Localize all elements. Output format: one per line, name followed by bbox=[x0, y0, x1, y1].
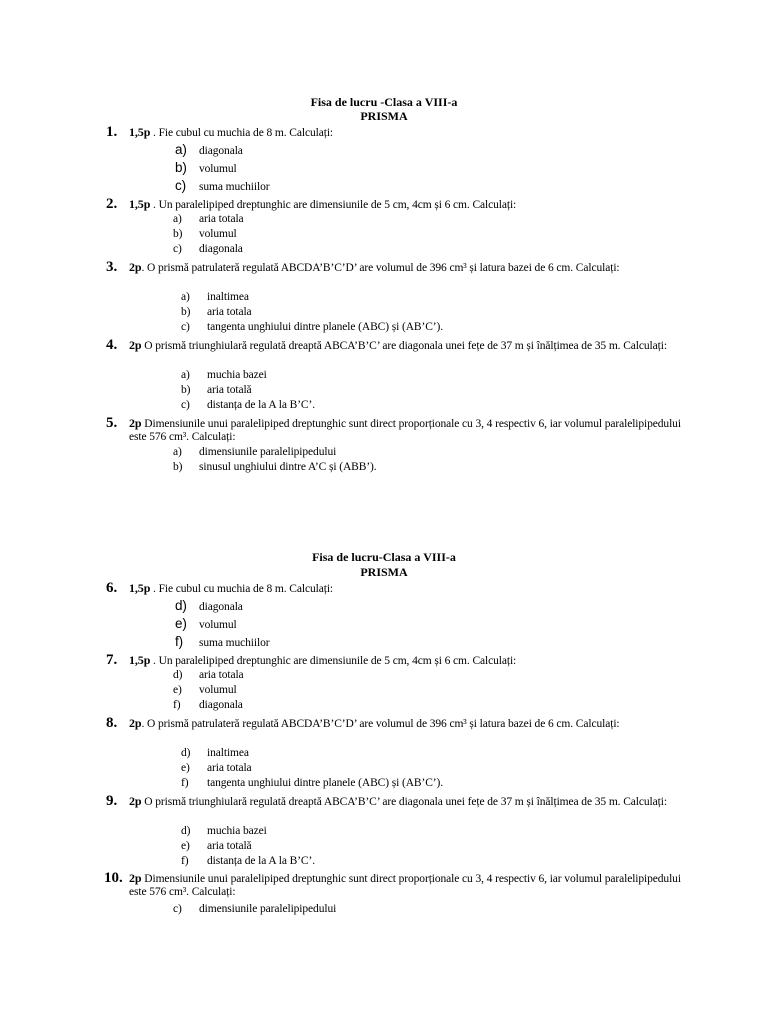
option-text: aria totală bbox=[207, 384, 252, 396]
problem-number: 1. bbox=[106, 124, 118, 140]
problem-text: Un paralelipiped dreptunghic are dimensiunile de 5 cm, 4cm și 6 cm. Calculați: bbox=[158, 199, 517, 211]
option-text: volumul bbox=[199, 619, 237, 631]
option-text: tangenta unghiului dintre planele (ABC) și (AB’C’). bbox=[207, 321, 444, 333]
sheet-subtitle: PRISMA bbox=[360, 565, 408, 579]
problem-points: 1,5p bbox=[129, 125, 151, 139]
problem-text: Un paralelipiped dreptunghic are dimensiunile de 5 cm, 4cm și 6 cm. Calculați: bbox=[158, 655, 517, 667]
option-label: f) bbox=[181, 777, 189, 789]
option-text: muchia bazei bbox=[207, 369, 267, 381]
option-item bbox=[181, 825, 267, 838]
problem-number: 5. bbox=[106, 415, 118, 431]
problem-number: 3. bbox=[106, 259, 118, 275]
option-item bbox=[173, 228, 237, 241]
option-item bbox=[173, 699, 243, 712]
option-text: volumul bbox=[199, 163, 237, 175]
sheet-title: Fisa de lucru-Clasa a VIII-a bbox=[312, 550, 456, 564]
option-item bbox=[173, 684, 237, 697]
problem-text: O prismă triunghiulară regulată dreaptă ABCA’B’C’ are diagonala unei fețe de 37 m și înălțimea de 35 m. Calculați: bbox=[144, 340, 667, 352]
option-label: a) bbox=[173, 446, 182, 458]
problem-text: O prismă triunghiulară regulată dreaptă ABCA’B’C’ are diagonala unei fețe de 37 m și înălțimea de 35 m. Calculați: bbox=[144, 796, 667, 808]
option-text: volumul bbox=[199, 684, 237, 696]
problem-points: 2p bbox=[129, 260, 142, 274]
problem-points: 2p bbox=[129, 338, 142, 352]
problem-points: 1,5p bbox=[129, 653, 151, 667]
option-label: b) bbox=[181, 306, 191, 318]
option-text: suma muchiilor bbox=[199, 181, 270, 193]
option-label: f) bbox=[181, 855, 189, 867]
problem-statement: 1,5p . Fie cubul cu muchia de 8 m. Calculați: bbox=[129, 581, 334, 595]
problem-number: 9. bbox=[106, 793, 118, 809]
option-text: distanța de la A la B’C’. bbox=[207, 855, 316, 867]
option-label: c) bbox=[181, 321, 190, 333]
option-text: diagonala bbox=[199, 699, 243, 711]
problem-number: 10. bbox=[104, 870, 123, 886]
option-label: f) bbox=[173, 699, 181, 711]
option-label: b) bbox=[181, 384, 191, 396]
option-label: e) bbox=[181, 840, 190, 852]
problem-statement bbox=[129, 795, 689, 809]
problem-points: 1,5p bbox=[129, 197, 151, 211]
option-label: b) bbox=[173, 228, 183, 240]
option-label: b) bbox=[175, 160, 187, 175]
option-item bbox=[181, 321, 443, 334]
sheet-subtitle: PRISMA bbox=[360, 109, 408, 123]
option-item bbox=[175, 161, 237, 176]
option-label: e) bbox=[175, 616, 187, 631]
option-label: d) bbox=[181, 825, 191, 837]
problem-points: 2p bbox=[129, 794, 142, 808]
option-text: diagonala bbox=[199, 145, 243, 157]
option-label: d) bbox=[181, 747, 191, 759]
problem-number: 2. bbox=[106, 196, 118, 212]
option-item bbox=[173, 669, 244, 682]
problem-text: O prismă patrulateră regulată ABCDA’B’C’D’ are volumul de 396 cm³ și latura bazei de 6 cm. Calculați: bbox=[147, 262, 620, 274]
option-label: b) bbox=[173, 461, 183, 473]
option-text: dimensiunile paralelipipedului bbox=[199, 446, 337, 458]
problem-statement bbox=[129, 417, 689, 444]
option-label: a) bbox=[181, 291, 190, 303]
option-item bbox=[175, 635, 269, 650]
option-item bbox=[181, 747, 249, 760]
option-item bbox=[173, 903, 336, 916]
option-item bbox=[181, 777, 443, 790]
option-label: c) bbox=[181, 399, 190, 411]
option-item bbox=[181, 291, 249, 304]
option-label: c) bbox=[173, 243, 182, 255]
problem-statement: 1,5p . Un paralelipiped dreptunghic are dimensiunile de 5 cm, 4cm și 6 cm. Calculați: bbox=[129, 197, 517, 211]
option-item bbox=[181, 384, 252, 397]
option-item bbox=[181, 855, 315, 868]
option-item bbox=[181, 399, 315, 412]
problem-statement: 1,5p . Fie cubul cu muchia de 8 m. Calculați: bbox=[129, 125, 334, 139]
problem-text: Fie cubul cu muchia de 8 m. Calculați: bbox=[158, 127, 334, 139]
option-item bbox=[181, 840, 252, 853]
problem-text: O prismă patrulateră regulată ABCDA’B’C’D’ are volumul de 396 cm³ și latura bazei de 6 cm. Calculați: bbox=[147, 718, 620, 730]
option-text: dimensiunile paralelipipedului bbox=[199, 903, 337, 915]
option-item bbox=[175, 617, 237, 632]
option-text: aria totala bbox=[199, 213, 244, 225]
option-item bbox=[181, 369, 267, 382]
problem-points: 2p bbox=[129, 416, 142, 430]
option-item bbox=[175, 599, 243, 614]
option-item bbox=[181, 762, 252, 775]
problem-statement: 2p. O prismă patrulateră regulată ABCDA’B’C’D’ are volumul de 396 cm³ și latura bazei de 6 cm. Calculați: bbox=[129, 716, 620, 730]
option-text: sinusul unghiului dintre A’C și (ABB’). bbox=[199, 461, 377, 473]
problem-number: 4. bbox=[106, 337, 118, 353]
problem-number: 6. bbox=[106, 580, 118, 596]
option-text: diagonala bbox=[199, 601, 243, 613]
option-item bbox=[173, 446, 336, 459]
option-label: f) bbox=[175, 634, 184, 649]
option-text: muchia bazei bbox=[207, 825, 267, 837]
option-text: aria totala bbox=[199, 669, 244, 681]
problem-text: Fie cubul cu muchia de 8 m. Calculați: bbox=[158, 583, 334, 595]
option-text: aria totală bbox=[207, 840, 252, 852]
option-item bbox=[173, 243, 243, 256]
problem-statement: 2p. O prismă patrulateră regulată ABCDA’B’C’D’ are volumul de 396 cm³ și latura bazei de 6 cm. Calculați: bbox=[129, 260, 620, 274]
problem-text: Dimensiunile unui paralelipiped dreptunghic sunt direct proporționale cu 3, 4 respectiv 6, iar volumul paralelipipedului este 576 cm³. Calculați: bbox=[129, 418, 681, 443]
sheet-title: Fisa de lucru -Clasa a VIII-a bbox=[310, 95, 458, 109]
option-label: e) bbox=[173, 684, 182, 696]
option-item bbox=[173, 461, 377, 474]
option-text: volumul bbox=[199, 228, 237, 240]
option-text: suma muchiilor bbox=[199, 637, 270, 649]
problem-points: 2p bbox=[129, 871, 142, 885]
option-label: a) bbox=[175, 142, 187, 157]
option-label: d) bbox=[173, 669, 183, 681]
option-label: c) bbox=[175, 178, 187, 193]
option-label: d) bbox=[175, 598, 187, 613]
problem-text: Dimensiunile unui paralelipiped dreptunghic sunt direct proporționale cu 3, 4 respectiv 6, iar volumul paralelipipedului este 576 cm³. Calculați: bbox=[129, 873, 681, 898]
option-text: inaltimea bbox=[207, 291, 249, 303]
option-label: e) bbox=[181, 762, 190, 774]
option-text: aria totala bbox=[207, 762, 252, 774]
problem-statement: 1,5p . Un paralelipiped dreptunghic are dimensiunile de 5 cm, 4cm și 6 cm. Calculați: bbox=[129, 653, 517, 667]
option-label: a) bbox=[181, 369, 190, 381]
problem-points: 1,5p bbox=[129, 581, 151, 595]
option-text: aria totala bbox=[207, 306, 252, 318]
option-text: diagonala bbox=[199, 243, 243, 255]
option-label: c) bbox=[173, 903, 182, 915]
option-item bbox=[175, 143, 243, 158]
option-text: tangenta unghiului dintre planele (ABC) și (AB’C’). bbox=[207, 777, 444, 789]
option-label: a) bbox=[173, 213, 182, 225]
option-item bbox=[173, 213, 244, 226]
problem-number: 7. bbox=[106, 652, 118, 668]
problem-number: 8. bbox=[106, 715, 118, 731]
option-text: inaltimea bbox=[207, 747, 249, 759]
option-text: distanța de la A la B’C’. bbox=[207, 399, 316, 411]
option-item bbox=[181, 306, 252, 319]
problem-points: 2p bbox=[129, 716, 142, 730]
option-item bbox=[175, 179, 269, 194]
problem-statement bbox=[129, 339, 689, 353]
problem-statement bbox=[129, 872, 689, 899]
